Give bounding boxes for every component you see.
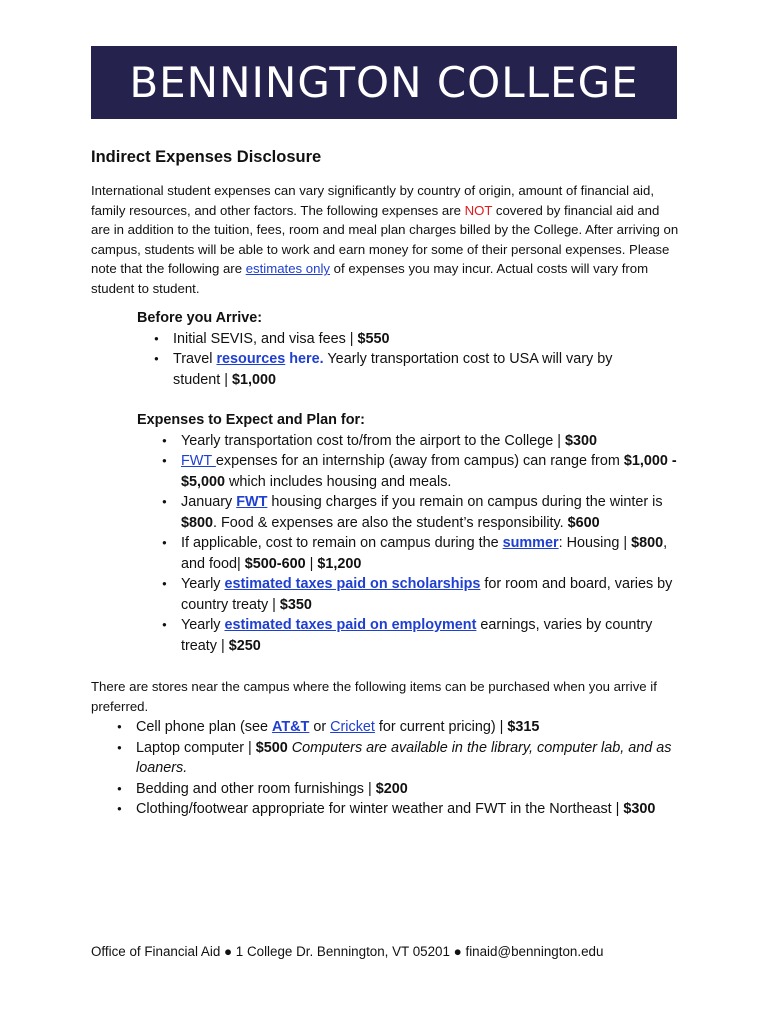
intro-text: covered by financial aid and are in addition to the tuition, fees, room and meal plan charges billed by the College. After arriving on campus, students will be able to work and earn money for some of their personal expenses. Please note that the following are	[91, 202, 679, 277]
item-text: for room and board, varies by country treaty |	[181, 576, 673, 613]
list-item	[136, 738, 676, 779]
fwt-link[interactable]: FWT	[236, 494, 268, 510]
not-emphasis: NOT	[464, 202, 493, 218]
amount: $500-600	[244, 555, 306, 572]
college-logo-banner	[91, 46, 677, 119]
cricket-link[interactable]: Cricket	[330, 719, 375, 736]
list-item	[181, 431, 682, 452]
scholarship-taxes-link[interactable]: estimated taxes paid on scholarships	[224, 576, 481, 592]
section-title: Before you Arrive:	[137, 310, 263, 326]
amount: $350	[279, 596, 312, 613]
amount: $250	[228, 637, 261, 654]
amount: $550	[357, 330, 390, 347]
list-item	[181, 533, 682, 574]
list-item	[181, 451, 682, 492]
item-text: Laptop computer |	[136, 739, 256, 756]
item-text: which includes housing and meals.	[225, 473, 452, 490]
amount: $800	[631, 535, 664, 551]
amount: $300	[564, 432, 597, 449]
item-text: Bedding and other room furnishings |	[136, 780, 376, 797]
item-text: Travel	[173, 351, 217, 367]
footer-contact: Office of Financial Aid ● 1 College Dr. Bennington, VT 05201 ● finaid@bennington.edu	[91, 944, 604, 959]
intro-text: International student expenses can vary significantly by country of origin, amount of financial aid, family resources, and other factors. The following expenses are	[91, 183, 654, 218]
summer-link[interactable]: summer	[502, 535, 559, 551]
att-link[interactable]: AT&T	[272, 719, 310, 736]
section-title: Expenses to Expect and Plan for:	[137, 412, 365, 428]
item-text: earnings, varies by country treaty |	[181, 617, 653, 654]
before-you-arrive-section	[137, 308, 657, 390]
fwt-link[interactable]: FWT	[181, 453, 216, 469]
item-text: Yearly transportation cost to/from the airport to the College |	[181, 432, 565, 449]
item-text: January	[181, 494, 237, 510]
item-text: Yearly	[181, 617, 225, 633]
list-item	[181, 615, 682, 656]
amount: $1,000 - $5,000	[181, 453, 677, 490]
item-text: housing charges if you remain on campus during the winter is	[267, 494, 663, 510]
stores-intro: There are stores near the campus where the following items can be purchased when you arrive if preferred.	[91, 679, 657, 714]
item-text: Yearly	[181, 576, 225, 592]
amount: $1,000	[231, 371, 276, 388]
item-text: for current pricing) |	[374, 719, 508, 736]
list-item	[136, 779, 676, 800]
amount: $800	[181, 514, 214, 531]
list-item	[173, 329, 657, 350]
employment-taxes-link[interactable]: estimated taxes paid on employment	[224, 617, 477, 633]
here-text: here.	[285, 351, 324, 367]
item-note: Computers are available in the library, computer lab, and as loaners.	[136, 739, 672, 777]
item-text: Cell phone plan (see	[136, 719, 273, 736]
amount: $200	[375, 780, 408, 797]
list-item	[173, 349, 657, 390]
amount: $600	[567, 514, 600, 531]
item-text: , and food|	[181, 535, 668, 572]
item-text: Yearly transportation cost to USA will vary by student |	[173, 351, 613, 388]
item-text: Clothing/footwear appropriate for winter weather and FWT in the Northeast |	[136, 801, 624, 818]
list-item	[181, 574, 682, 615]
item-text: : Housing |	[558, 535, 632, 551]
list-item	[136, 799, 676, 820]
college-logo-text: BENNINGTON COLLEGE	[129, 58, 639, 107]
item-text: or	[309, 719, 331, 736]
item-text: |	[305, 555, 318, 572]
stores-section	[91, 677, 683, 820]
item-text: . Food & expenses are also the student’s responsibility.	[213, 514, 568, 531]
estimates-only-link[interactable]: estimates only	[245, 261, 330, 277]
expenses-section	[137, 410, 682, 656]
intro-paragraph	[91, 181, 681, 299]
item-text: expenses for an internship (away from campus) can range from	[215, 453, 624, 469]
amount: $500	[255, 739, 288, 756]
intro-text: of expenses you may incur. Actual costs will vary from student to student.	[91, 261, 649, 296]
amount: $315	[507, 719, 540, 736]
list-item	[136, 717, 676, 738]
list-item	[181, 492, 682, 533]
item-text: If applicable, cost to remain on campus during the	[181, 535, 503, 551]
page-title: Indirect Expenses Disclosure	[91, 148, 322, 166]
amount: $300	[623, 801, 656, 818]
travel-resources-link[interactable]: resources	[216, 351, 286, 367]
amount: $1,200	[317, 555, 362, 572]
item-text: Initial SEVIS, and visa fees |	[173, 330, 358, 347]
